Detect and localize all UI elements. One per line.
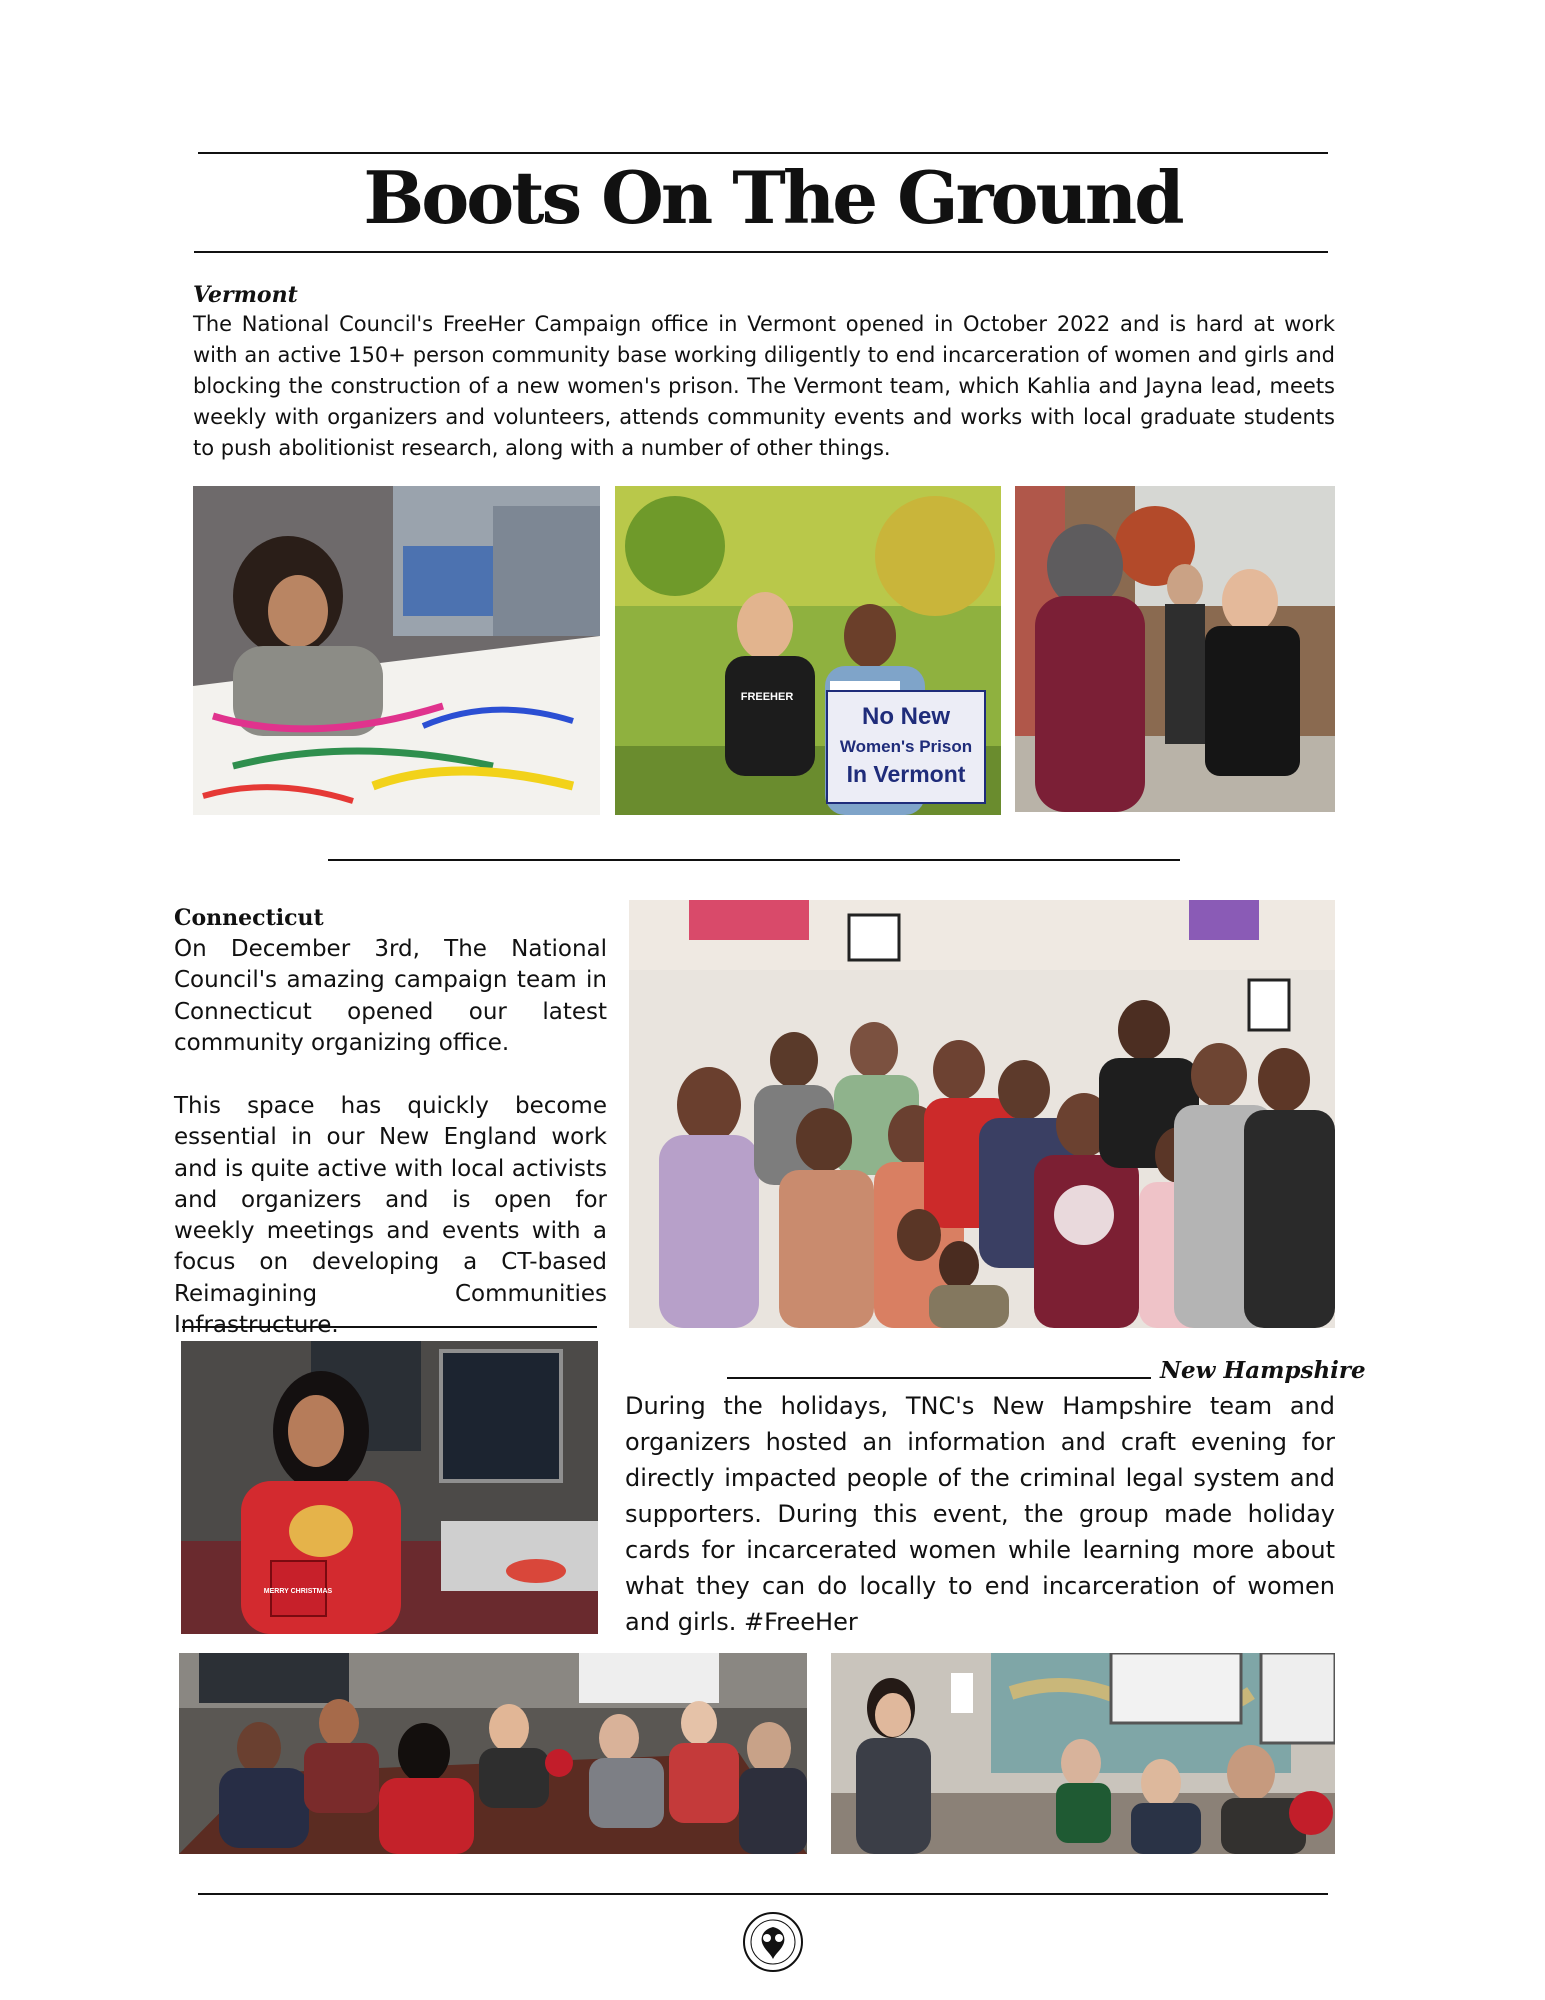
new-hampshire-photo-presenter (831, 1653, 1335, 1854)
new-hampshire-body: During the holidays, TNC's New Hampshire team and organizers hosted an information and craft evening for directly impacted people of the criminal legal system and supporters. During this event, the group made holiday cards for incarcerated women while learning more about what they can do locally to end incarceration of women and girls. #FreeHer (625, 1392, 1335, 1636)
vermont-photo-outdoor-group (1015, 486, 1335, 812)
vermont-heading: Vermont (193, 282, 298, 308)
section-divider-connecticut (182, 1326, 597, 1328)
new-hampshire-photo-crafting (179, 1653, 807, 1854)
sign-line-2: Women's Prison (839, 737, 973, 756)
connecticut-paragraph-1: On December 3rd, The National Council's amazing campaign team in Connecticut opened our latest community organizing office. (174, 936, 607, 1056)
vermont-photo-sign (615, 486, 1001, 815)
card-text: MERRY CHRISTMAS (263, 1588, 333, 1595)
title-rule-bottom (194, 251, 1328, 253)
new-hampshire-heading-rule (727, 1377, 1151, 1379)
sign-line-1: No New (861, 703, 951, 730)
connecticut-photo-group (629, 900, 1335, 1328)
sign-line-3: In Vermont (846, 761, 966, 787)
connecticut-heading: Connecticut (174, 905, 324, 931)
shirt-text: FREEHER (740, 691, 794, 703)
new-hampshire-heading: New Hampshire (1160, 1357, 1366, 1384)
footer-rule (198, 1893, 1328, 1895)
title-rule-top (198, 152, 1328, 154)
vermont-photo-banner-painting (193, 486, 600, 815)
section-divider-vermont (328, 859, 1180, 861)
vermont-body: The National Council's FreeHer Campaign office in Vermont opened in October 2022 and is hard at work with an active 150+ person community base working diligently to end incarceration of women and girls and blocking the construction of a new women's prison. The Vermont team, which Kahlia and Jayna lead, meets weekly with organizers and volunteers, attends community events and works with local graduate students to push abolitionist research, along with a number of other things. (193, 312, 1335, 460)
page-title: Boots On The Ground (363, 155, 1182, 240)
new-hampshire-photo-card (181, 1341, 598, 1634)
connecticut-paragraph-2: This space has quickly become essential in our New England work and is quite active with local activists and organizers and is open for weekly meetings and events with a focus on developing a CT-based Reimagining Communities Infrastructure. (174, 1093, 607, 1339)
organization-seal-logo (742, 1911, 804, 1973)
